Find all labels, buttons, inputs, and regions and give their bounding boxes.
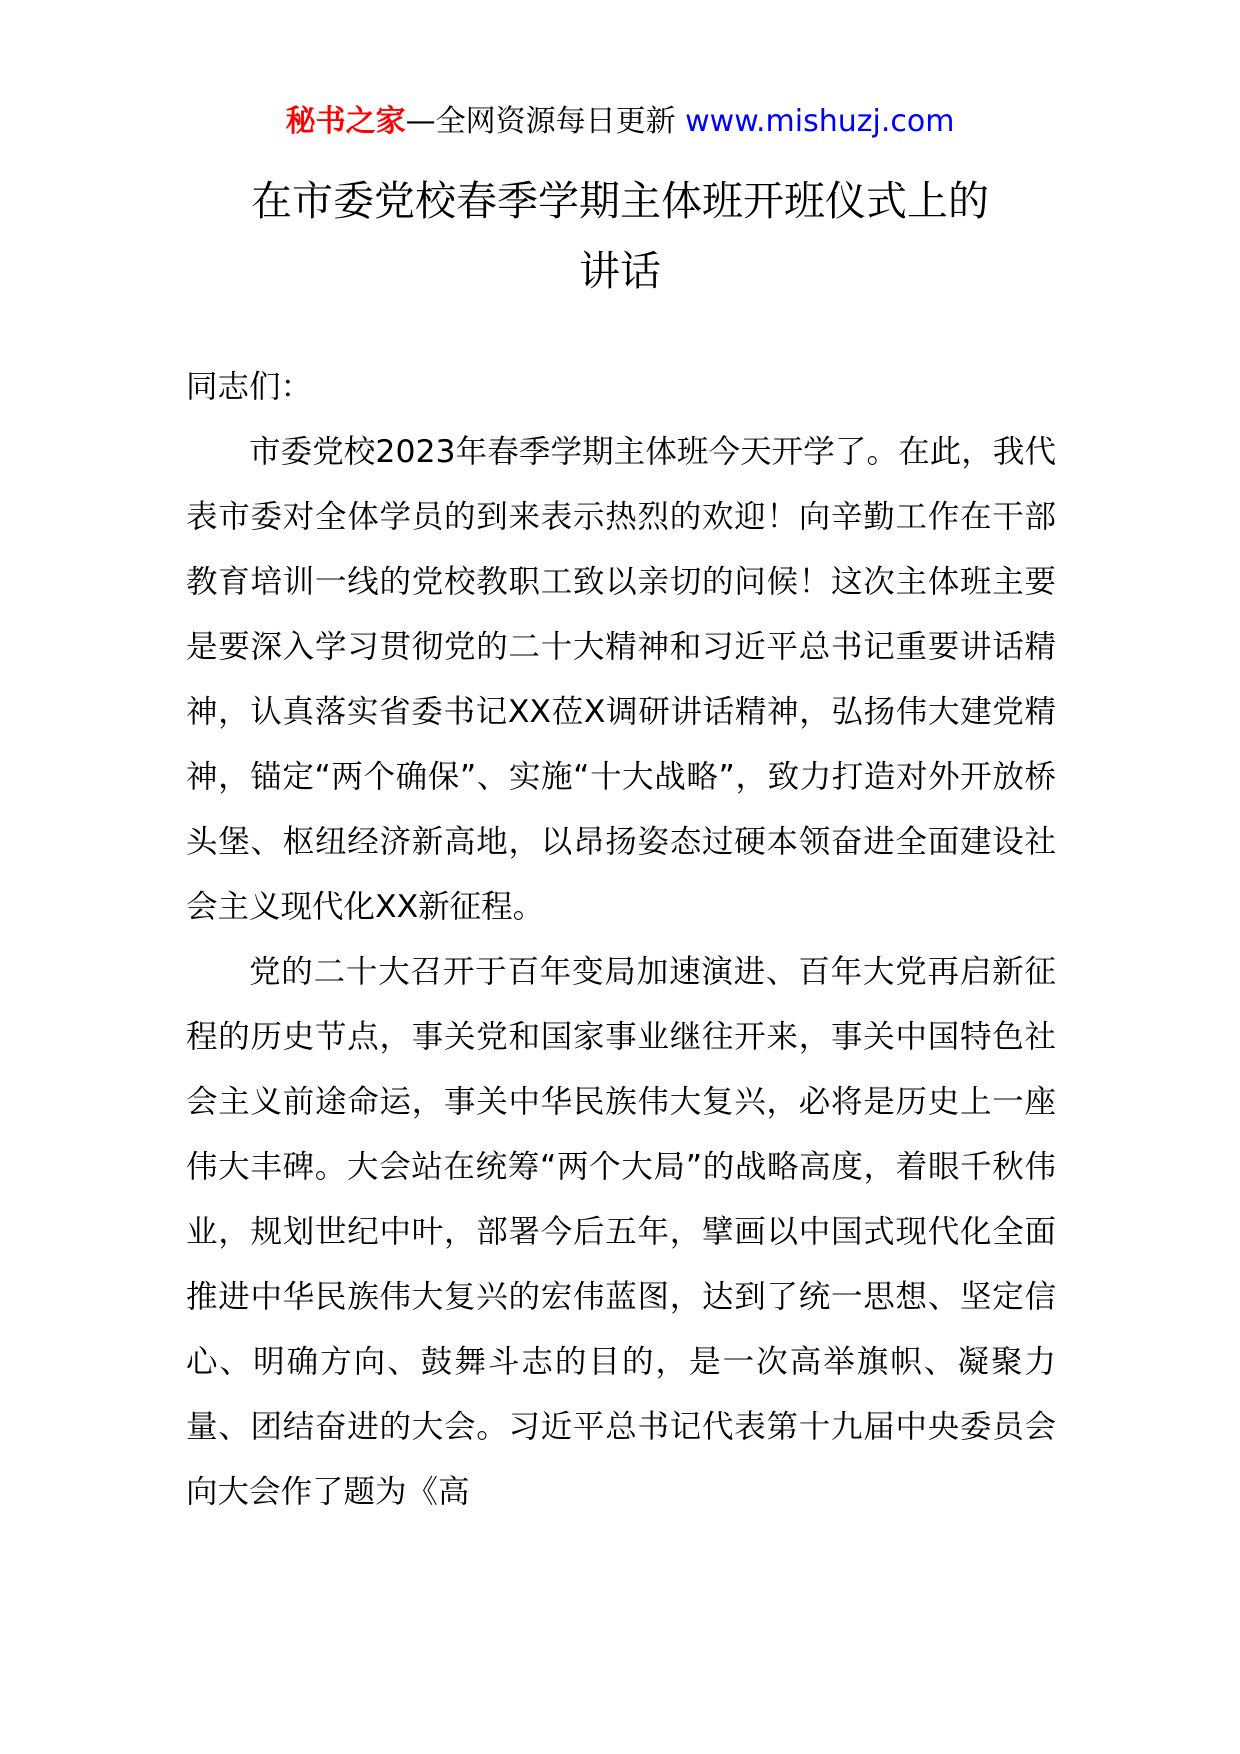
document-title [120,166,1120,306]
header-tagline: —全网资源每日更新 [405,104,686,139]
title-line-1: 在市委党校春季学期主体班开班仪式上的 [251,177,989,225]
brand-name: 秘书之家 [285,104,406,139]
site-header [0,100,1240,144]
title-line-2: 讲话 [579,247,661,295]
paragraph-2: 党的二十大召开于百年变局加速演进、百年大党再启新征程的历史节点，事关党和国家事业继往开来，事关中国特色社会主义前途命运，事关中华民族伟大复兴，必将是历史上一座伟大丰碑。大会站在统筹“两个大局”的战略高度，着眼千秋伟业，规划世纪中叶，部署今后五年，擘画以中国式现代化全面推进中华民族伟大复兴的宏伟蓝图，达到了统一思想、坚定信心、明确方向、鼓舞斗志的目的，是一次高举旗帜、凝聚力量、团结奋进的大会。习近平总书记代表第十九届中央委员会向大会作了题为《高 [186,954,1056,1510]
document-body [186,355,1056,1525]
paragraph-1: 市委党校2023年春季学期主体班今天开学了。在此，我代表市委对全体学员的到来表示热烈的欢迎！向辛勤工作在干部教育培训一线的党校教职工致以亲切的问候！这次主体班主要是要深入学习贯彻党的二十大精神和习近平总书记重要讲话精神，认真落实省委书记XX莅X调研讲话精神，弘扬伟大建党精神，锚定“两个确保”、实施“十大战略”，致力打造对外开放桥头堡、枢纽经济新高地，以昂扬姿态过硬本领奋进全面建设社会主义现代化XX新征程。 [186,434,1056,925]
site-url-link[interactable]: www.mishuzj.com [685,104,955,139]
salutation: 同志们： [186,369,313,405]
